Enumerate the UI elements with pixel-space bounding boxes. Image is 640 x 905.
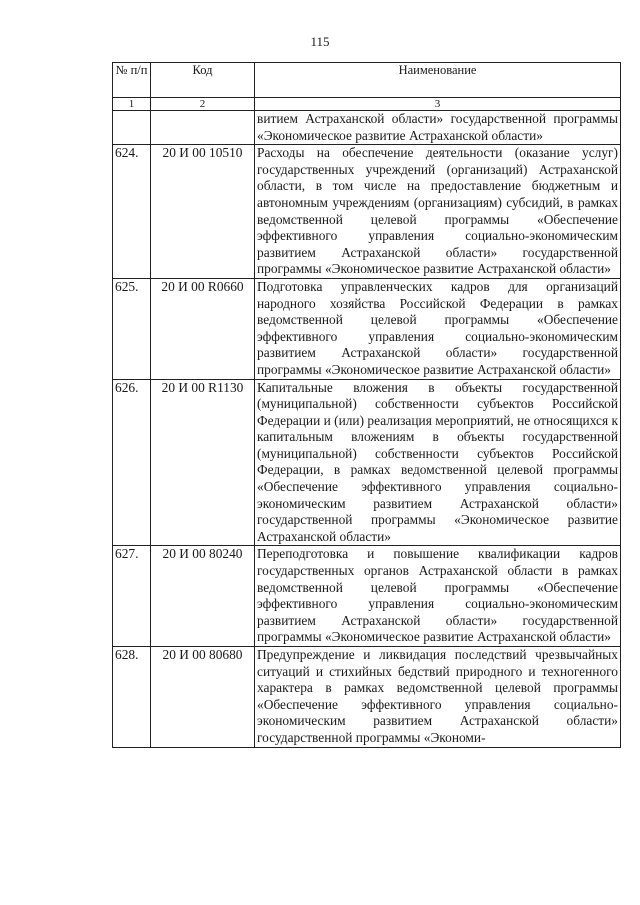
row-code: 20 И 00 R1130 <box>151 379 255 546</box>
table-row <box>113 546 621 647</box>
column-number: 1 <box>113 98 151 111</box>
row-name: Переподготовка и повышение квалификации кадров государственных органов Астраханской области в рамках ведомственной целевой программы «Обеспечение эффективного управления социально-экономическим развитием Астраханской области» государственной программы «Экономическое развитие Астраханской области» <box>255 546 621 647</box>
column-number: 2 <box>151 98 255 111</box>
column-number-row <box>113 98 621 111</box>
row-number: 627. <box>113 546 151 647</box>
table-row <box>113 111 621 145</box>
page-number: 115 <box>310 34 330 49</box>
row-number: 626. <box>113 379 151 546</box>
row-number <box>113 111 151 145</box>
row-name: Предупреждение и ликвидация последствий чрезвычайных ситуаций и стихийных бедствий природного и техногенного характера в рамках ведомственной целевой программы «Обеспечение эффективного управления социально-экономическим развитием Астраханской области» государственной программы «Экономи- <box>255 647 621 748</box>
table-row <box>113 647 621 748</box>
column-number: 3 <box>255 98 621 111</box>
row-code: 20 И 00 R0660 <box>151 278 255 379</box>
header-code: Код <box>151 63 255 98</box>
header-num: № п/п <box>113 63 151 98</box>
row-code: 20 И 00 80680 <box>151 647 255 748</box>
row-name: витием Астраханской области» государственной программы «Экономическое развитие Астраханской области» <box>255 111 621 145</box>
row-name: Подготовка управленческих кадров для организаций народного хозяйства Российской Федерации в рамках ведомственной целевой программы «Обеспечение эффективного управления социально-экономическим развитием Астраханской области» государственной программы «Экономическое развитие Астраханской области» <box>255 278 621 379</box>
header-name: Наименование <box>255 63 621 98</box>
table-row <box>113 278 621 379</box>
row-name: Капитальные вложения в объекты государственной (муниципальной) собственности субъектов Российской Федерации и (или) реализация мероприятий, не относящихся к капитальным вложениям в объекты государственной (муниципальной) собственности субъектов Российской Федерации, в рамках ведомственной целевой программы «Обеспечение эффективного управления социально-экономическим развитием Астраханской области» государственной программы «Экономическое развитие Астраханской области» <box>255 379 621 546</box>
row-number: 625. <box>113 278 151 379</box>
row-code: 20 И 00 80240 <box>151 546 255 647</box>
budget-codes-table <box>112 62 621 748</box>
row-code: 20 И 00 10510 <box>151 145 255 279</box>
table-row <box>113 379 621 546</box>
row-number: 628. <box>113 647 151 748</box>
row-number: 624. <box>113 145 151 279</box>
table-row <box>113 145 621 279</box>
row-code <box>151 111 255 145</box>
row-name: Расходы на обеспечение деятельности (оказание услуг) государственных учреждений (организаций) Астраханской области, в том числе на предоставление бюджетным и автономным учреждениям (организациям) субсидий, в рамках ведомственной целевой программы «Обеспечение эффективного управления социально-экономическим развитием Астраханской области» государственной программы «Экономическое развитие Астраханской области» <box>255 145 621 279</box>
table-header-row <box>113 63 621 98</box>
